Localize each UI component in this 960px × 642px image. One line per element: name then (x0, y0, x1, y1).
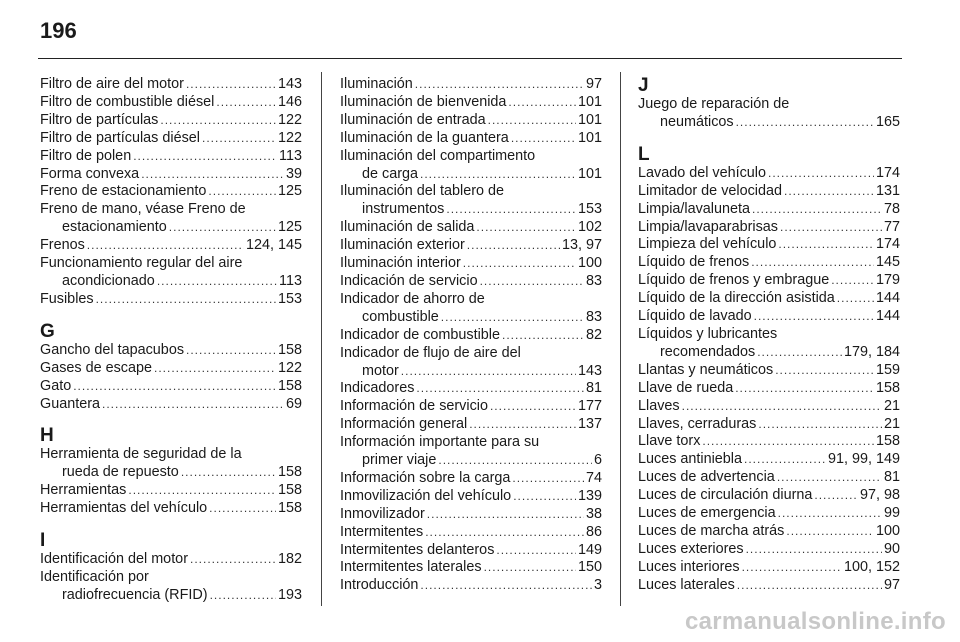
dot-leader (508, 94, 576, 112)
index-entry-pages: 146 (277, 93, 302, 110)
index-entry (638, 236, 900, 254)
index-entry-pages: 90 (883, 540, 900, 557)
dot-leader (784, 183, 874, 201)
index-entry (638, 114, 900, 132)
index-entry-pages: 97 (585, 76, 602, 92)
index-entry-title: Información sobre la carga (340, 469, 511, 486)
index-entry-pages: 125 (277, 183, 302, 200)
column-divider (321, 72, 322, 606)
index-entry-title: Introducción (340, 577, 419, 594)
index-entry (340, 577, 602, 595)
index-entry-pages: 6 (593, 452, 602, 469)
index-entry-pages: 21 (883, 397, 900, 414)
index-entry (340, 166, 602, 184)
index-entry-title: Filtro de partículas (40, 111, 159, 128)
index-entry (40, 183, 302, 201)
index-entry-pages: 81 (883, 469, 900, 486)
index-entry (40, 148, 302, 166)
dot-leader (208, 183, 276, 201)
dot-leader (754, 308, 874, 326)
index-entry-pages: 143 (277, 76, 302, 92)
dot-leader (181, 464, 276, 482)
index-entry-heading: Freno de mano, véase Freno de (40, 201, 246, 218)
section-letter: I (40, 530, 46, 552)
index-entry-title: motor (362, 362, 399, 379)
index-entry-title: Luces de marcha atrás (638, 522, 785, 539)
dot-leader (427, 506, 584, 524)
index-entry-heading: Identificación por (40, 568, 149, 585)
index-entry-pages: 158 (277, 500, 302, 517)
index-entry-pages: 83 (585, 308, 602, 325)
index-entry-title: Filtro de polen (40, 147, 132, 164)
index-entry-title: Iluminación de entrada (340, 111, 486, 128)
index-entry (340, 219, 602, 237)
index-entry (40, 396, 302, 414)
dot-leader (73, 378, 276, 396)
index-entry-pages: 99 (883, 505, 900, 522)
dot-leader (496, 542, 576, 560)
index-entry-pages: 91, 99, 149 (827, 451, 900, 468)
index-entry-pages: 122 (277, 359, 302, 376)
dot-leader (420, 577, 592, 595)
index-entry-pages: 165 (875, 113, 900, 130)
dot-leader (751, 254, 874, 272)
index-entry-pages: 101 (577, 111, 602, 128)
index-entry-pages: 144 (875, 290, 900, 307)
section-letter: L (638, 143, 650, 165)
index-entry-pages: 100 (875, 522, 900, 539)
index-entry-pages: 81 (585, 380, 602, 397)
index-entry-pages: 122 (277, 111, 302, 128)
index-entry-title: estacionamiento (62, 219, 167, 236)
index-entry (340, 506, 602, 524)
index-entry-title: Filtro de combustible diésel (40, 93, 215, 110)
index-entry-heading: Información importante para su (340, 434, 540, 451)
dot-leader (438, 452, 592, 470)
index-entry-pages: 86 (585, 523, 602, 540)
dot-leader (768, 165, 874, 183)
index-entry-title: Guantera (40, 395, 101, 412)
index-entry-pages: 149 (577, 541, 602, 558)
index-entry-title: Luces antiniebla (638, 451, 743, 468)
index-entry-heading: Juego de reparación de (638, 96, 790, 112)
index-entry-title: Inmovilizador (340, 505, 425, 522)
index-entry-pages: 158 (277, 341, 302, 358)
dot-leader (488, 112, 576, 130)
index-entry (40, 587, 302, 605)
index-entry-title: Lavado del vehículo (638, 164, 767, 181)
index-entry (40, 219, 302, 237)
dot-leader (169, 219, 276, 237)
index-entry (638, 577, 900, 595)
index-entry (40, 464, 302, 482)
index-entry-title: Inmovilización del vehículo (340, 487, 512, 504)
section-letter: J (638, 75, 649, 96)
index-entry-title: Llantas y neumáticos (638, 361, 774, 378)
dot-leader (757, 344, 842, 362)
index-entry-title: Líquido de frenos y embrague (638, 272, 830, 289)
index-entry-title: Limitador de velocidad (638, 182, 782, 199)
dot-leader (490, 398, 576, 416)
index-entry (638, 559, 900, 577)
index-entry (40, 76, 302, 94)
index-entry-title: Luces interiores (638, 558, 740, 575)
watermark: carmanualsonline.info (684, 608, 946, 635)
index-entry-pages: 113 (279, 147, 302, 164)
index-entry (638, 523, 900, 541)
index-entry-pages: 100, 152 (843, 558, 900, 575)
dot-leader (467, 237, 560, 255)
index-entry-pages: 124, 145 (245, 237, 302, 254)
index-entry (40, 291, 302, 309)
index-entry-title: Iluminación de la guantera (340, 129, 509, 146)
dot-leader (209, 500, 276, 518)
index-entry (340, 237, 602, 255)
dot-leader (786, 523, 874, 541)
dot-leader (778, 236, 874, 254)
index-entry-heading: Indicador de ahorro de (340, 290, 485, 307)
index-entry-pages: 21 (883, 415, 900, 432)
dot-leader (202, 130, 276, 148)
index-entry-heading: Funcionamiento regular del aire (40, 255, 243, 272)
index-entry (638, 416, 900, 434)
index-entry (340, 255, 602, 273)
index-entry-title: primer viaje (362, 452, 437, 469)
index-entry-title: Iluminación interior (340, 255, 461, 272)
header-rule (38, 58, 902, 59)
index-entry-pages: 69 (285, 395, 302, 412)
index-entry (40, 378, 302, 396)
index-entry-title: Llaves, cerraduras (638, 415, 757, 432)
dot-leader (160, 112, 276, 130)
dot-leader (778, 505, 882, 523)
index-entry-title: Forma convexa (40, 165, 140, 182)
index-entry-pages: 82 (585, 326, 602, 343)
index-entry-title: Indicadores (340, 380, 415, 397)
index-entry (638, 362, 900, 380)
index-entry (340, 470, 602, 488)
index-entry-pages: 145 (875, 254, 900, 271)
index-entry-pages: 101 (577, 93, 602, 110)
index-entry (340, 488, 602, 506)
index-entry (40, 500, 302, 518)
dot-leader (513, 488, 576, 506)
page-number: 196 (40, 18, 77, 43)
index-entry (638, 254, 900, 272)
index-entry-title: Herramientas (40, 482, 127, 499)
index-entry-title: Limpia/lavaparabrisas (638, 218, 778, 235)
index-entry-heading: Iluminación del compartimento (340, 147, 536, 164)
index-entry-pages: 137 (577, 416, 602, 433)
index-entry-title: Frenos (40, 237, 85, 254)
index-entry-title: Filtro de partículas diésel (40, 129, 200, 146)
dot-leader (735, 380, 874, 398)
index-entry (340, 559, 602, 577)
index-entry-pages: 174 (875, 236, 900, 253)
index-entry-pages: 179 (875, 272, 900, 289)
index-entry-title: Gato (40, 377, 72, 394)
index-entry (40, 94, 302, 112)
index-entry-title: Herramientas del vehículo (40, 500, 208, 517)
index-entry-pages: 102 (577, 219, 602, 236)
index-entry-pages: 159 (875, 361, 900, 378)
dot-leader (746, 541, 882, 559)
index-entry-title: Luces de emergencia (638, 505, 776, 522)
dot-leader (736, 114, 874, 132)
index-entry (40, 130, 302, 148)
index-entry-pages: 39 (285, 165, 302, 182)
dot-leader (484, 559, 576, 577)
index-entry-pages: 182 (277, 551, 302, 568)
index-entry (340, 130, 602, 148)
index-entry-title: Indicador de combustible (340, 326, 500, 343)
dot-leader (190, 551, 276, 569)
index-entry-pages: 100 (577, 255, 602, 272)
dot-leader (128, 482, 276, 500)
index-entry-title: radiofrecuencia (RFID) (62, 586, 208, 603)
index-entry-pages: 150 (577, 559, 602, 576)
index-entry-title: Gancho del tapacubos (40, 341, 185, 358)
index-entry-title: Fusibles (40, 290, 94, 307)
index-entry-pages: 125 (277, 219, 302, 236)
dot-leader (186, 342, 276, 360)
dot-leader (186, 76, 276, 94)
index-entry (638, 183, 900, 201)
index-entry-pages: 158 (875, 433, 900, 450)
index-entry-title: Indicación de servicio (340, 272, 478, 289)
dot-leader (837, 290, 874, 308)
index-entry-pages: 174 (875, 164, 900, 181)
index-entry-title: Luces de circulación diurna (638, 487, 813, 504)
index-entry-pages: 97 (883, 576, 900, 593)
index-entry-pages: 144 (875, 308, 900, 325)
index-entry-title: Filtro de aire del motor (40, 76, 184, 92)
column-divider (620, 72, 621, 606)
dot-leader (742, 559, 842, 577)
dot-leader (702, 433, 874, 451)
index-entry-pages: 158 (277, 377, 302, 394)
index-entry-title: Información general (340, 416, 468, 433)
index-entry-title: Iluminación de salida (340, 219, 475, 236)
index-entry-title: recomendados (660, 343, 756, 360)
dot-leader (780, 219, 882, 237)
dot-leader (502, 327, 584, 345)
index-entry-pages: 77 (883, 218, 900, 235)
index-entry (40, 482, 302, 500)
index-entry-pages: 101 (577, 165, 602, 182)
index-entry (340, 380, 602, 398)
index-entry-heading: Indicador de flujo de aire del (340, 344, 521, 361)
index-entry-pages: 13, 97 (561, 237, 602, 254)
dot-leader (133, 148, 277, 166)
index-entry-pages: 153 (277, 290, 302, 307)
index-entry-title: Llave torx (638, 433, 701, 450)
index-entry (638, 469, 900, 487)
index-entry (40, 551, 302, 569)
dot-leader (777, 469, 882, 487)
index-entry-heading: Herramienta de seguridad de la (40, 446, 242, 463)
index-entry (340, 309, 602, 327)
dot-leader (102, 396, 284, 414)
dot-leader (154, 360, 276, 378)
index-entry-pages: 74 (585, 469, 602, 486)
index-entry-title: instrumentos (362, 201, 445, 218)
index-entry (340, 416, 602, 434)
index-entry (40, 166, 302, 184)
index-entry-title: combustible (362, 308, 439, 325)
section-letter: G (40, 320, 55, 342)
index-entry-title: Luces laterales (638, 576, 735, 593)
dot-leader (416, 380, 584, 398)
index-entry-heading: Iluminación del tablero de (340, 183, 504, 200)
index-entry-title: acondicionado (62, 272, 155, 289)
index-entry (638, 344, 900, 362)
index-entry (340, 363, 602, 381)
dot-leader (441, 309, 584, 327)
index-entry-title: Líquido de lavado (638, 308, 752, 325)
index-entry-heading: Líquidos y lubricantes (638, 325, 778, 342)
dot-leader (446, 201, 576, 219)
index-entry-pages: 143 (577, 362, 602, 379)
index-entry-title: Intermitentes delanteros (340, 541, 495, 558)
index-entry (638, 219, 900, 237)
index-entry (340, 76, 602, 94)
index-entry (638, 487, 900, 505)
index-entry-pages: 179, 184 (843, 343, 900, 360)
index-entry-pages: 97, 98 (859, 487, 900, 504)
index-entry-pages: 83 (585, 272, 602, 289)
index-column-3 (638, 76, 900, 595)
dot-leader (744, 451, 826, 469)
dot-leader (737, 577, 882, 595)
index-entry (340, 201, 602, 219)
index-entry-pages: 193 (277, 586, 302, 603)
dot-leader (141, 166, 284, 184)
index-entry-title: Limpia/lavaluneta (638, 200, 750, 217)
section-letter: H (40, 425, 54, 447)
index-entry-pages: 158 (277, 482, 302, 499)
index-entry (638, 201, 900, 219)
index-entry-title: Intermitentes (340, 523, 424, 540)
dot-leader (831, 272, 874, 290)
index-entry (638, 541, 900, 559)
index-entry-title: neumáticos (660, 113, 734, 130)
index-entry (340, 94, 602, 112)
index-entry (638, 433, 900, 451)
index-entry-title: Llave de rueda (638, 379, 734, 396)
index-column-1 (40, 76, 302, 605)
index-entry (340, 542, 602, 560)
dot-leader (401, 363, 576, 381)
dot-leader (480, 273, 584, 291)
index-entry-title: Freno de estacionamiento (40, 183, 207, 200)
dot-leader (775, 362, 874, 380)
index-entry (40, 273, 302, 291)
dot-leader (420, 166, 576, 184)
dot-leader (469, 416, 576, 434)
dot-leader (476, 219, 576, 237)
index-entry-title: Líquido de la dirección asistida (638, 290, 835, 307)
index-entry-pages: 122 (277, 129, 302, 146)
dot-leader (415, 76, 584, 94)
dot-leader (511, 130, 576, 148)
index-entry-pages: 158 (277, 464, 302, 481)
index-entry-pages: 139 (577, 487, 602, 504)
index-entry-pages: 101 (577, 129, 602, 146)
index-entry-pages: 153 (577, 201, 602, 218)
index-entry (40, 112, 302, 130)
index-entry-title: Intermitentes laterales (340, 559, 482, 576)
index-column-2 (340, 76, 602, 595)
index-entry (340, 398, 602, 416)
index-entry (638, 380, 900, 398)
index-entry-pages: 38 (585, 505, 602, 522)
index-entry-pages: 131 (875, 182, 900, 199)
index-entry-title: Gases de escape (40, 359, 152, 376)
index-entry (340, 524, 602, 542)
index-entry (638, 308, 900, 326)
dot-leader (463, 255, 576, 273)
dot-leader (216, 94, 276, 112)
index-entry (638, 272, 900, 290)
index-entry-pages: 177 (577, 398, 602, 415)
index-entry (340, 452, 602, 470)
index-entry-title: Limpieza del vehículo (638, 236, 777, 253)
index-entry-title: Información de servicio (340, 398, 488, 415)
index-entry-pages: 3 (593, 577, 602, 594)
index-entry-title: Luces exteriores (638, 540, 744, 557)
dot-leader (87, 237, 244, 255)
index-entry-title: rueda de repuesto (62, 464, 179, 481)
dot-leader (210, 587, 276, 605)
index-entry (638, 451, 900, 469)
index-entry-pages: 158 (875, 379, 900, 396)
dot-leader (758, 416, 882, 434)
index-entry-title: Iluminación exterior (340, 237, 465, 254)
index-entry (40, 360, 302, 378)
index-entry-title: Identificación del motor (40, 551, 188, 568)
index-entry (340, 273, 602, 291)
index-entry-title: Luces de advertencia (638, 469, 775, 486)
index-entry (340, 327, 602, 345)
index-entry-title: Iluminación de bienvenida (340, 93, 507, 110)
dot-leader (512, 470, 584, 488)
index-entry (40, 237, 302, 255)
index-entry-pages: 113 (279, 272, 302, 289)
index-entry (638, 398, 900, 416)
dot-leader (96, 291, 276, 309)
index-entry (40, 342, 302, 360)
index-entry-pages: 78 (883, 200, 900, 217)
index-entry (638, 165, 900, 183)
dot-leader (752, 201, 882, 219)
dot-leader (425, 524, 584, 542)
index-entry (340, 112, 602, 130)
dot-leader (682, 398, 882, 416)
dot-leader (814, 487, 858, 505)
index-entry-title: Llaves (638, 397, 680, 414)
index-entry-title: Líquido de frenos (638, 254, 750, 271)
index-entry (638, 505, 900, 523)
dot-leader (157, 273, 277, 291)
index-entry-title: de carga (362, 165, 419, 182)
index-entry-title: Iluminación (340, 76, 413, 92)
index-entry (638, 290, 900, 308)
